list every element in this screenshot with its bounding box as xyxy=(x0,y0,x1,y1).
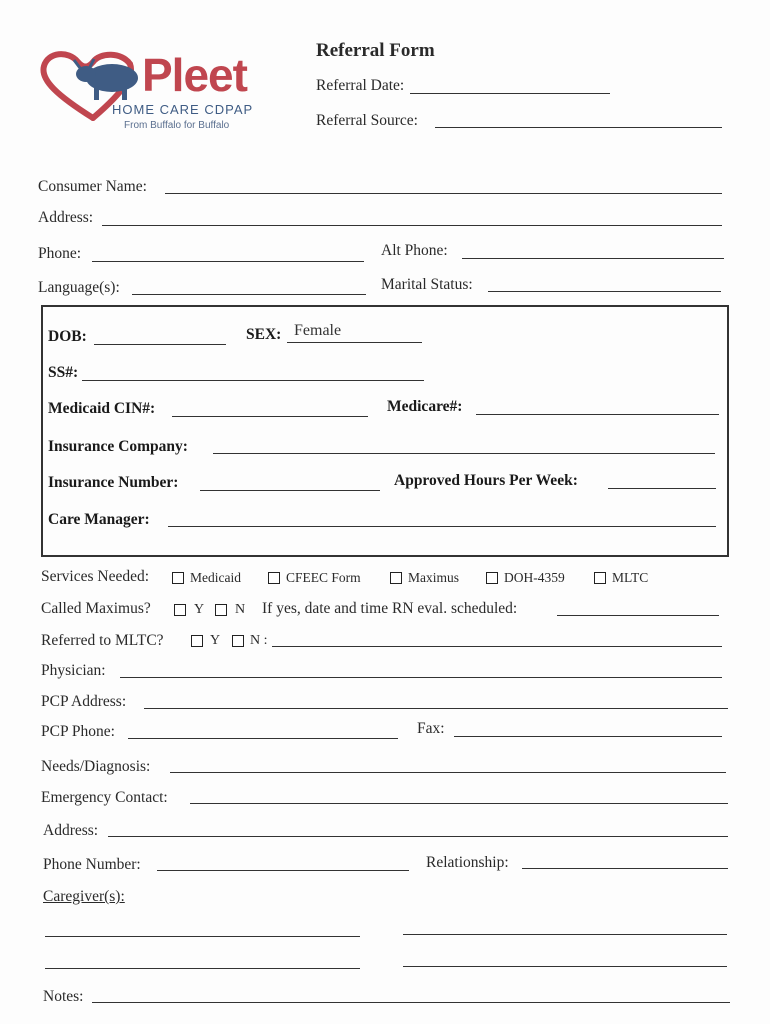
rn-eval-label: If yes, date and time RN eval. scheduled: xyxy=(262,600,518,617)
pcp-address-field[interactable] xyxy=(144,708,728,709)
ss-label: SS#: xyxy=(48,364,79,381)
mltc-no-label: N : xyxy=(250,633,268,648)
alt-phone-label: Alt Phone: xyxy=(381,242,448,259)
mltc-checkbox[interactable] xyxy=(594,572,606,584)
fax-label: Fax: xyxy=(417,720,445,737)
medicaid-checkbox[interactable] xyxy=(172,572,184,584)
phone-field[interactable] xyxy=(92,261,364,262)
insurance-number-field[interactable] xyxy=(200,490,380,491)
alt-phone-field[interactable] xyxy=(462,258,724,259)
notes-field[interactable] xyxy=(92,1002,730,1003)
form-title: Referral Form xyxy=(316,40,435,61)
called-maximus-label: Called Maximus? xyxy=(41,600,151,617)
physician-label: Physician: xyxy=(41,662,106,679)
maximus-no-label: N xyxy=(235,602,246,617)
doh-checkbox[interactable] xyxy=(486,572,498,584)
maximus-option-label: Maximus xyxy=(408,570,460,585)
emergency-phone-field[interactable] xyxy=(157,870,409,871)
maximus-checkbox[interactable] xyxy=(390,572,402,584)
approved-hours-field[interactable] xyxy=(608,488,716,489)
consumer-name-label: Consumer Name: xyxy=(38,178,147,195)
phone-label: Phone: xyxy=(38,245,82,262)
care-manager-field[interactable] xyxy=(168,526,716,527)
dob-label: DOB: xyxy=(48,328,87,345)
relationship-field[interactable] xyxy=(522,868,728,869)
cfeec-checkbox[interactable] xyxy=(268,572,280,584)
maximus-yes-checkbox[interactable] xyxy=(174,604,186,616)
caregiver-field-1[interactable] xyxy=(45,936,360,937)
pcp-address-label: PCP Address: xyxy=(41,693,127,710)
needs-diagnosis-field[interactable] xyxy=(170,772,726,773)
insurance-number-label: Insurance Number: xyxy=(48,474,179,491)
caregiver-field-2[interactable] xyxy=(403,934,727,935)
medicare-field[interactable] xyxy=(476,414,719,415)
emergency-address-label: Address: xyxy=(43,822,99,839)
logo-subtagline: From Buffalo for Buffalo xyxy=(124,120,230,131)
rn-eval-field[interactable] xyxy=(557,615,719,616)
maximus-yes-label: Y xyxy=(194,602,205,617)
approved-hours-label: Approved Hours Per Week: xyxy=(394,472,578,489)
sex-value: Female xyxy=(294,322,342,339)
medicaid-option-label: Medicaid xyxy=(190,570,241,585)
medicare-label: Medicare#: xyxy=(387,398,463,415)
address-field[interactable] xyxy=(102,225,722,226)
caregivers-label: Caregiver(s): xyxy=(43,888,125,905)
relationship-label: Relationship: xyxy=(426,854,509,871)
mltc-yes-checkbox[interactable] xyxy=(191,635,203,647)
logo xyxy=(38,40,278,135)
marital-status-field[interactable] xyxy=(488,291,721,292)
caregiver-field-4[interactable] xyxy=(403,966,727,967)
address-label: Address: xyxy=(38,209,94,226)
mltc-yes-label: Y xyxy=(210,633,221,648)
dob-field[interactable] xyxy=(94,344,226,345)
sex-label: SEX: xyxy=(246,326,282,343)
physician-field[interactable] xyxy=(120,677,722,678)
cfeec-option-label: CFEEC Form xyxy=(286,570,361,585)
logo-tagline: HOME CARE CDPAP xyxy=(112,102,254,117)
care-manager-label: Care Manager: xyxy=(48,511,150,528)
pcp-phone-label: PCP Phone: xyxy=(41,723,115,740)
ss-field[interactable] xyxy=(82,380,424,381)
services-needed-label: Services Needed: xyxy=(41,568,150,585)
doh-option-label: DOH-4359 xyxy=(504,570,565,585)
language-label: Language(s): xyxy=(38,279,120,296)
fax-field[interactable] xyxy=(454,736,722,737)
needs-diagnosis-label: Needs/Diagnosis: xyxy=(41,758,151,775)
caregiver-field-3[interactable] xyxy=(45,968,360,969)
insurance-company-field[interactable] xyxy=(213,453,715,454)
referral-source-field[interactable] xyxy=(435,127,722,128)
consumer-name-field[interactable] xyxy=(165,193,722,194)
medicaid-cin-field[interactable] xyxy=(172,416,368,417)
language-field[interactable] xyxy=(132,294,366,295)
pcp-phone-field[interactable] xyxy=(128,738,398,739)
mltc-field[interactable] xyxy=(272,646,722,647)
referral-source-label: Referral Source: xyxy=(316,112,418,129)
emergency-phone-label: Phone Number: xyxy=(43,856,141,873)
marital-status-label: Marital Status: xyxy=(381,276,473,293)
referred-mltc-label: Referred to MLTC? xyxy=(41,632,164,649)
maximus-no-checkbox[interactable] xyxy=(215,604,227,616)
emergency-address-field[interactable] xyxy=(108,836,728,837)
referral-date-label: Referral Date: xyxy=(316,77,405,94)
mltc-no-checkbox[interactable] xyxy=(232,635,244,647)
insurance-company-label: Insurance Company: xyxy=(48,438,188,455)
mltc-option-label: MLTC xyxy=(612,570,649,585)
logo-brand: Pleet xyxy=(142,49,247,101)
medicaid-cin-label: Medicaid CIN#: xyxy=(48,400,156,417)
sex-field[interactable] xyxy=(287,342,422,343)
referral-date-field[interactable] xyxy=(410,93,610,94)
emergency-contact-label: Emergency Contact: xyxy=(41,789,168,806)
notes-label: Notes: xyxy=(43,988,84,1005)
emergency-contact-field[interactable] xyxy=(190,803,728,804)
